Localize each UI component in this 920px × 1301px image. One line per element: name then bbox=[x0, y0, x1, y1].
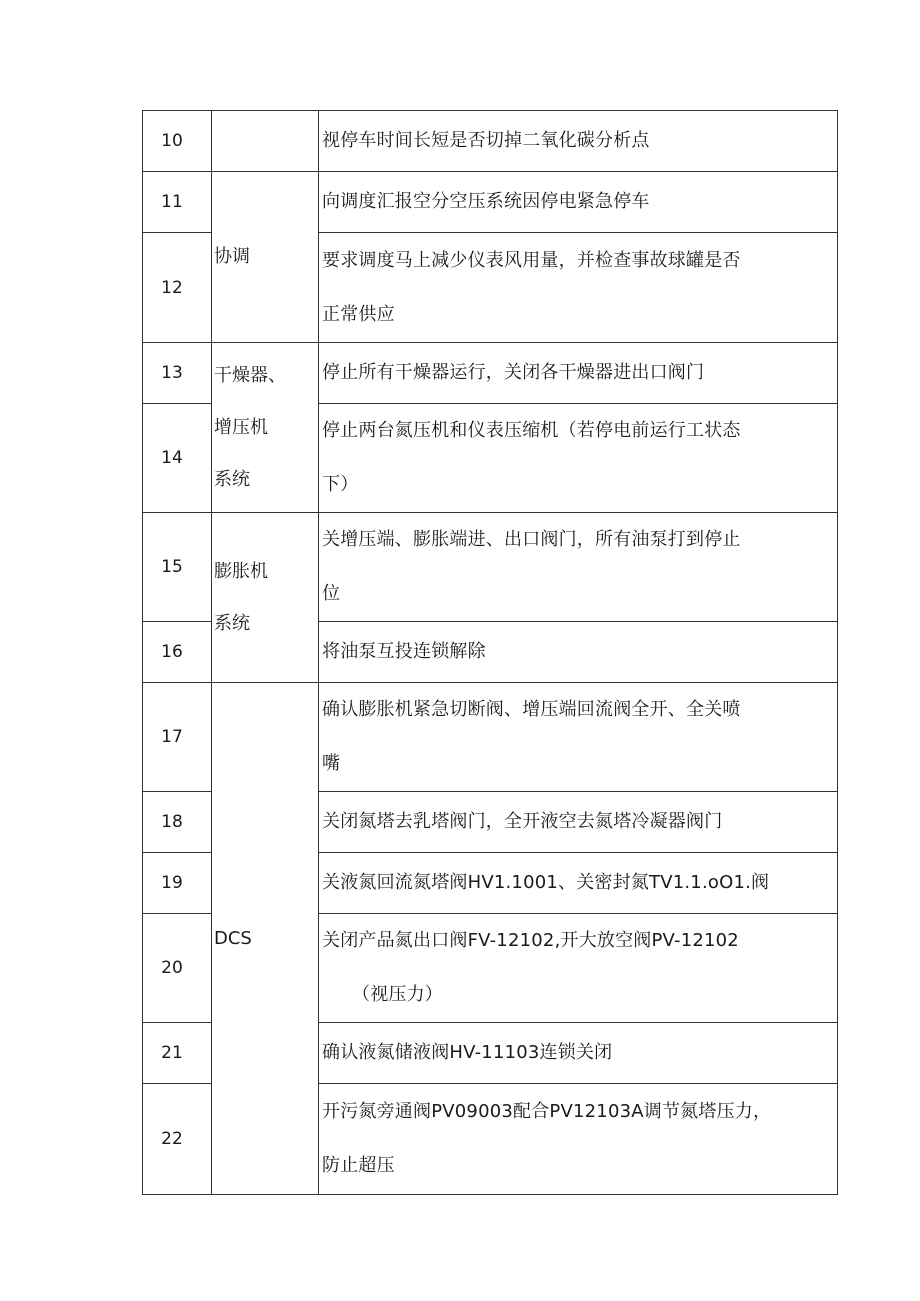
table-row bbox=[143, 111, 838, 172]
step-number: 21 bbox=[143, 1023, 212, 1084]
step-number: 20 bbox=[143, 914, 212, 1023]
step-action: 将油泵互投连锁解除 bbox=[319, 622, 838, 683]
step-action-line: 下） bbox=[322, 474, 359, 495]
step-action-line: 开污氮旁通阀PV09003配合PV12103A调节氮塔压力， bbox=[322, 1101, 772, 1122]
step-action: 关闭氮塔去乳塔阀门，全开液空去氮塔冷凝器阀门 bbox=[319, 792, 838, 853]
step-action-line: 确认膨胀机紧急切断阀、增压端回流阀全开、全关喷 bbox=[322, 699, 741, 720]
step-action bbox=[319, 914, 838, 1023]
table-row bbox=[143, 172, 838, 233]
step-action-line: 停止两台氮压机和仪表压缩机（若停电前运行工状态 bbox=[322, 420, 741, 441]
group-dryer-booster bbox=[212, 343, 319, 513]
step-number: 17 bbox=[143, 683, 212, 792]
group-coordination: 协调 bbox=[212, 172, 319, 343]
group-dcs: DCS bbox=[212, 683, 319, 1195]
group-label-line: 系统 bbox=[214, 612, 250, 634]
step-action-line: 关增压端、膨胀端进、出口阀门，所有油泵打到停止 bbox=[322, 529, 741, 550]
group-expander bbox=[212, 513, 319, 683]
step-action-line: 要求调度马上减少仪表风用量，并检查事故球罐是否 bbox=[322, 249, 741, 271]
step-number: 12 bbox=[143, 233, 212, 343]
step-action-line: 关闭产品氮出口阀FV-12102,开大放空阀PV-12102 bbox=[322, 930, 739, 951]
step-number: 11 bbox=[143, 172, 212, 233]
step-action-line: 位 bbox=[322, 583, 341, 604]
step-action-line: （视压力） bbox=[352, 984, 443, 1005]
table-row bbox=[143, 343, 838, 404]
group-label-line: 干燥器、 bbox=[214, 364, 286, 386]
step-action: 关液氮回流氮塔阀HV1.1001、关密封氮TV1.1.oO1.阀 bbox=[319, 853, 838, 914]
step-number: 22 bbox=[143, 1084, 212, 1195]
step-number: 16 bbox=[143, 622, 212, 683]
table-row bbox=[143, 683, 838, 792]
step-action: 向调度汇报空分空压系统因停电紧急停车 bbox=[319, 172, 838, 233]
step-number: 18 bbox=[143, 792, 212, 853]
group-cell-empty bbox=[212, 111, 319, 172]
step-action bbox=[319, 683, 838, 792]
step-number: 15 bbox=[143, 513, 212, 622]
table-row bbox=[143, 513, 838, 622]
step-action bbox=[319, 1084, 838, 1195]
step-action-line: 正常供应 bbox=[322, 303, 395, 325]
step-number: 10 bbox=[143, 111, 212, 172]
group-label-line: 系统 bbox=[214, 468, 250, 490]
step-action: 视停车时间长短是否切掉二氧化碳分析点 bbox=[319, 111, 838, 172]
step-action bbox=[319, 513, 838, 622]
group-label-line: 增压机 bbox=[214, 416, 268, 438]
step-action-line: 防止超压 bbox=[322, 1155, 395, 1176]
step-action bbox=[319, 233, 838, 343]
step-number: 14 bbox=[143, 404, 212, 513]
step-action: 确认液氮储液阀HV-11103连锁关闭 bbox=[319, 1023, 838, 1084]
step-number: 13 bbox=[143, 343, 212, 404]
group-label-line: 膨胀机 bbox=[214, 560, 268, 582]
step-action-line: 嘴 bbox=[322, 753, 341, 774]
step-action bbox=[319, 404, 838, 513]
step-number: 19 bbox=[143, 853, 212, 914]
step-action: 停止所有干燥器运行，关闭各干燥器进出口阀门 bbox=[319, 343, 838, 404]
procedure-table bbox=[142, 110, 838, 1195]
